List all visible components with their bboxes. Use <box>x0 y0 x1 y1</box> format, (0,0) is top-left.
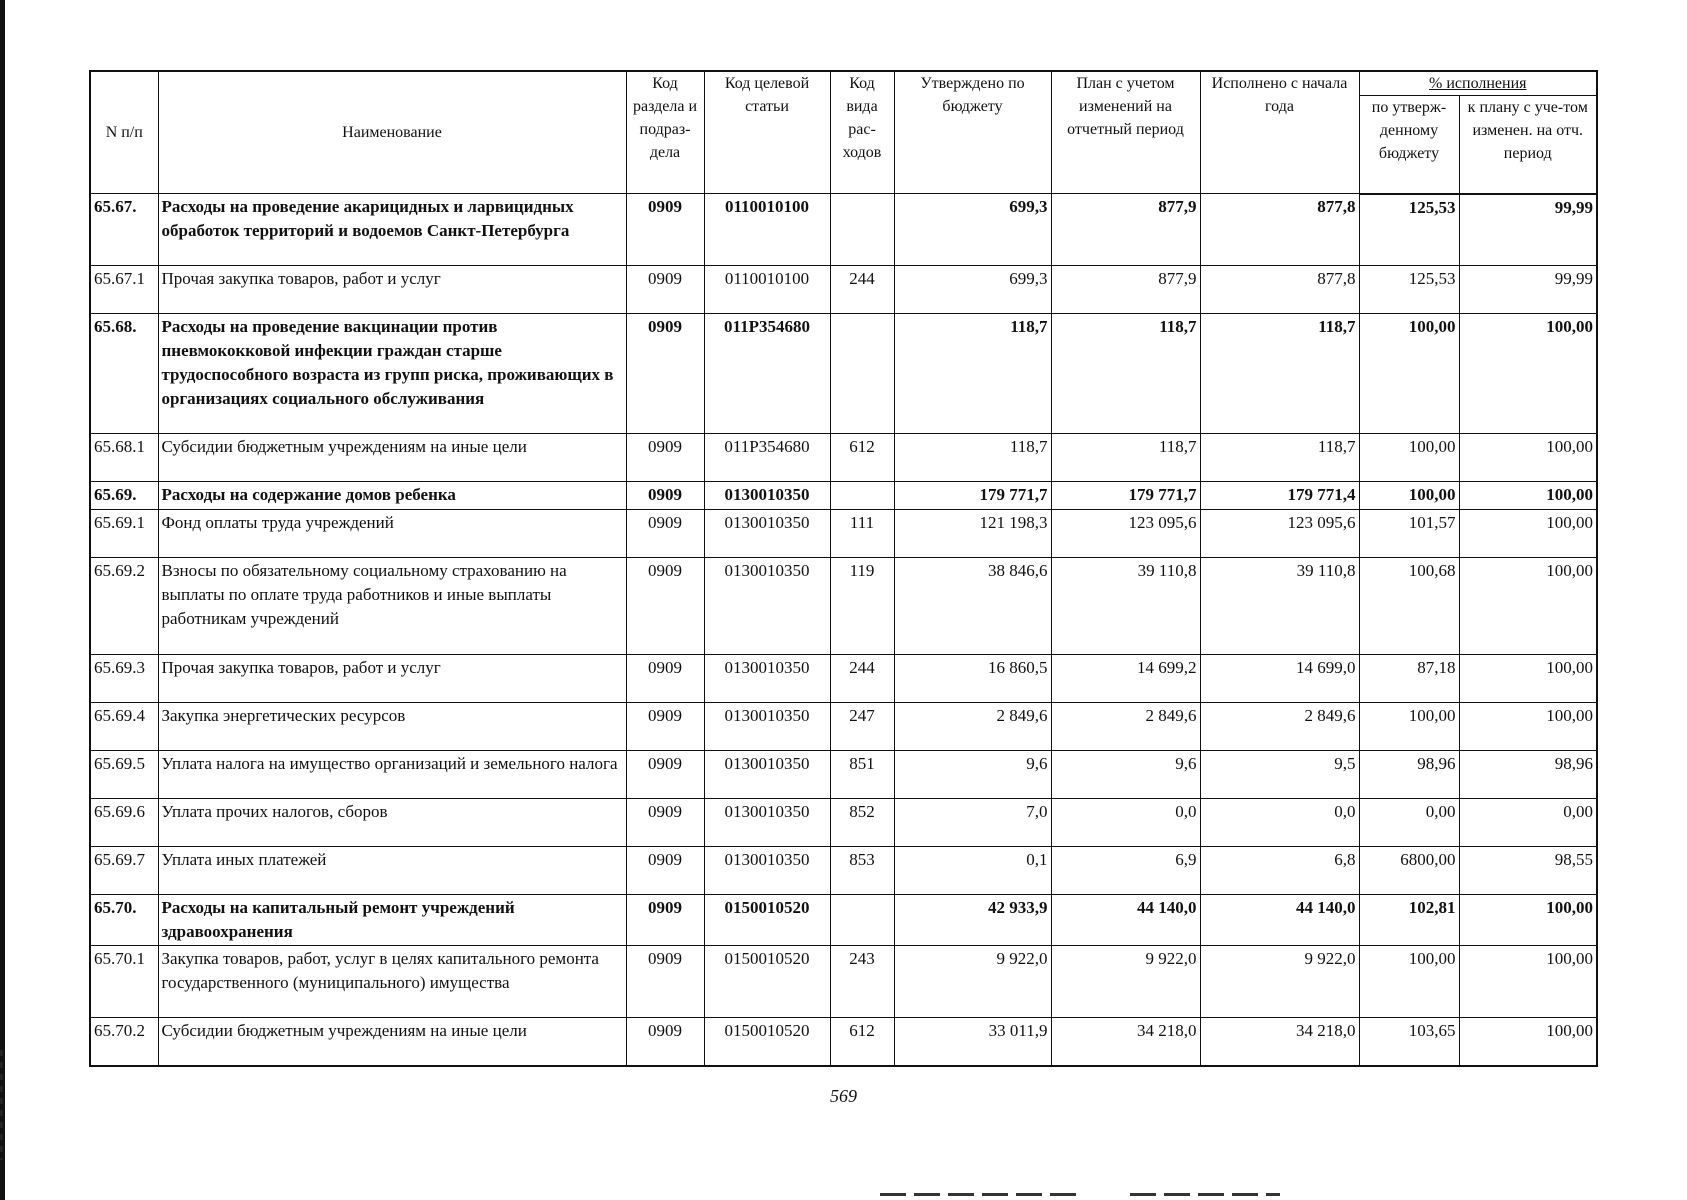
row-target-code: 0130010350 <box>704 558 830 655</box>
row-pct-plan: 100,00 <box>1459 314 1597 434</box>
table-row <box>90 703 1597 751</box>
row-approved: 118,7 <box>894 434 1051 482</box>
row-plan: 34 218,0 <box>1051 1018 1200 1066</box>
row-name: Уплата налога на имущество организаций и земельного налога <box>158 751 626 799</box>
row-name: Уплата иных платежей <box>158 847 626 895</box>
row-executed: 118,7 <box>1200 434 1359 482</box>
row-expense-type: 111 <box>830 510 894 558</box>
row-target-code: 0150010520 <box>704 946 830 1018</box>
row-pct-budget: 6800,00 <box>1359 847 1459 895</box>
table-row <box>90 558 1597 655</box>
row-executed: 9 922,0 <box>1200 946 1359 1018</box>
row-pct-plan: 100,00 <box>1459 895 1597 946</box>
row-plan: 9,6 <box>1051 751 1200 799</box>
row-expense-type: 244 <box>830 655 894 703</box>
table-row <box>90 1018 1597 1066</box>
scan-left-edge <box>0 0 5 1200</box>
row-pct-budget: 100,00 <box>1359 482 1459 510</box>
row-pct-budget: 98,96 <box>1359 751 1459 799</box>
row-plan: 118,7 <box>1051 314 1200 434</box>
row-expense-type <box>830 895 894 946</box>
row-pct-plan: 100,00 <box>1459 703 1597 751</box>
row-plan: 44 140,0 <box>1051 895 1200 946</box>
row-pct-budget: 125,53 <box>1359 194 1459 266</box>
scan-bottom-marks-right <box>1130 1193 1280 1196</box>
table-row <box>90 655 1597 703</box>
row-pct-budget: 102,81 <box>1359 895 1459 946</box>
row-executed: 0,0 <box>1200 799 1359 847</box>
row-executed: 118,7 <box>1200 314 1359 434</box>
row-target-code: 0130010350 <box>704 655 830 703</box>
row-approved: 38 846,6 <box>894 558 1051 655</box>
row-section-code: 0909 <box>626 266 704 314</box>
row-target-code: 0150010520 <box>704 895 830 946</box>
row-target-code: 0130010350 <box>704 510 830 558</box>
header-name: Наименование <box>158 71 626 194</box>
row-name: Расходы на содержание домов ребенка <box>158 482 626 510</box>
row-target-code: 0130010350 <box>704 751 830 799</box>
scan-bottom-marks <box>880 1193 1080 1196</box>
header-pct-plan: к плану с уче-том изменен. на отч. период <box>1459 96 1597 194</box>
row-plan: 179 771,7 <box>1051 482 1200 510</box>
row-pct-budget: 100,00 <box>1359 946 1459 1018</box>
table-row <box>90 895 1597 946</box>
row-name: Прочая закупка товаров, работ и услуг <box>158 655 626 703</box>
row-approved: 42 933,9 <box>894 895 1051 946</box>
row-executed: 34 218,0 <box>1200 1018 1359 1066</box>
table-row <box>90 847 1597 895</box>
row-pct-budget: 100,00 <box>1359 703 1459 751</box>
header-section-code: Код раздела и подраз-дела <box>626 71 704 194</box>
row-target-code: 011P354680 <box>704 434 830 482</box>
row-section-code: 0909 <box>626 751 704 799</box>
row-pct-budget: 87,18 <box>1359 655 1459 703</box>
row-approved: 9,6 <box>894 751 1051 799</box>
header-executed: Исполнено с начала года <box>1200 71 1359 194</box>
row-target-code: 0110010100 <box>704 266 830 314</box>
row-pct-plan: 0,00 <box>1459 799 1597 847</box>
table-row <box>90 799 1597 847</box>
row-section-code: 0909 <box>626 703 704 751</box>
row-executed: 123 095,6 <box>1200 510 1359 558</box>
row-section-code: 0909 <box>626 194 704 266</box>
row-pct-plan: 100,00 <box>1459 558 1597 655</box>
row-number: 65.69.4 <box>90 703 158 751</box>
row-number: 65.70. <box>90 895 158 946</box>
row-approved: 118,7 <box>894 314 1051 434</box>
row-number: 65.68. <box>90 314 158 434</box>
row-executed: 2 849,6 <box>1200 703 1359 751</box>
row-section-code: 0909 <box>626 1018 704 1066</box>
row-pct-plan: 100,00 <box>1459 510 1597 558</box>
row-pct-budget: 100,00 <box>1359 434 1459 482</box>
row-pct-plan: 100,00 <box>1459 1018 1597 1066</box>
row-number: 65.69.2 <box>90 558 158 655</box>
row-executed: 877,8 <box>1200 194 1359 266</box>
row-target-code: 0130010350 <box>704 847 830 895</box>
header-target-code: Код целевой статьи <box>704 71 830 194</box>
row-expense-type: 853 <box>830 847 894 895</box>
row-section-code: 0909 <box>626 314 704 434</box>
row-executed: 6,8 <box>1200 847 1359 895</box>
row-name: Закупка товаров, работ, услуг в целях капитального ремонта государственного (муниципального) имущества <box>158 946 626 1018</box>
row-section-code: 0909 <box>626 434 704 482</box>
row-name: Закупка энергетических ресурсов <box>158 703 626 751</box>
row-section-code: 0909 <box>626 895 704 946</box>
row-section-code: 0909 <box>626 799 704 847</box>
row-plan: 6,9 <box>1051 847 1200 895</box>
row-executed: 44 140,0 <box>1200 895 1359 946</box>
table-body <box>90 194 1597 1066</box>
row-number: 65.67.1 <box>90 266 158 314</box>
row-name: Уплата прочих налогов, сборов <box>158 799 626 847</box>
row-plan: 123 095,6 <box>1051 510 1200 558</box>
row-expense-type: 119 <box>830 558 894 655</box>
row-pct-plan: 99,99 <box>1459 266 1597 314</box>
header-expense-type: Код вида рас-ходов <box>830 71 894 194</box>
row-approved: 9 922,0 <box>894 946 1051 1018</box>
row-name: Расходы на проведение акарицидных и ларвицидных обработок территорий и водоемов Санкт-Петербурга <box>158 194 626 266</box>
row-plan: 39 110,8 <box>1051 558 1200 655</box>
row-number: 65.69. <box>90 482 158 510</box>
row-target-code: 0110010100 <box>704 194 830 266</box>
row-plan: 118,7 <box>1051 434 1200 482</box>
row-approved: 2 849,6 <box>894 703 1051 751</box>
row-approved: 33 011,9 <box>894 1018 1051 1066</box>
row-target-code: 0150010520 <box>704 1018 830 1066</box>
row-section-code: 0909 <box>626 510 704 558</box>
row-target-code: 0130010350 <box>704 482 830 510</box>
header-pct-budget: по утверж-денному бюджету <box>1359 96 1459 194</box>
page-number: 569 <box>830 1086 857 1106</box>
row-target-code: 011P354680 <box>704 314 830 434</box>
table-row <box>90 510 1597 558</box>
row-number: 65.69.1 <box>90 510 158 558</box>
row-executed: 14 699,0 <box>1200 655 1359 703</box>
row-approved: 699,3 <box>894 266 1051 314</box>
row-section-code: 0909 <box>626 482 704 510</box>
row-pct-budget: 100,00 <box>1359 314 1459 434</box>
header-pct-group: % исполнения <box>1359 71 1597 96</box>
row-expense-type: 612 <box>830 1018 894 1066</box>
row-pct-plan: 98,55 <box>1459 847 1597 895</box>
row-number: 65.70.1 <box>90 946 158 1018</box>
row-pct-budget: 103,65 <box>1359 1018 1459 1066</box>
row-expense-type <box>830 314 894 434</box>
budget-execution-table <box>89 70 1598 1067</box>
table-row <box>90 751 1597 799</box>
row-executed: 877,8 <box>1200 266 1359 314</box>
row-pct-budget: 125,53 <box>1359 266 1459 314</box>
row-expense-type: 852 <box>830 799 894 847</box>
row-name: Расходы на проведение вакцинации против пневмококковой инфекции граждан старше трудоспособного возраста из групп риска, проживающих в организациях социального обслуживания <box>158 314 626 434</box>
row-pct-plan: 100,00 <box>1459 482 1597 510</box>
row-executed: 179 771,4 <box>1200 482 1359 510</box>
table-row <box>90 946 1597 1018</box>
table-row <box>90 434 1597 482</box>
row-target-code: 0130010350 <box>704 799 830 847</box>
row-approved: 179 771,7 <box>894 482 1051 510</box>
row-expense-type: 244 <box>830 266 894 314</box>
row-name: Субсидии бюджетным учреждениям на иные цели <box>158 434 626 482</box>
row-expense-type <box>830 482 894 510</box>
row-expense-type: 851 <box>830 751 894 799</box>
row-name: Прочая закупка товаров, работ и услуг <box>158 266 626 314</box>
row-approved: 699,3 <box>894 194 1051 266</box>
row-pct-plan: 100,00 <box>1459 655 1597 703</box>
header-approved: Утверждено по бюджету <box>894 71 1051 194</box>
row-expense-type: 612 <box>830 434 894 482</box>
header-plan: План с учетом изменений на отчетный период <box>1051 71 1200 194</box>
row-expense-type <box>830 194 894 266</box>
row-section-code: 0909 <box>626 946 704 1018</box>
row-pct-plan: 100,00 <box>1459 434 1597 482</box>
row-name: Расходы на капитальный ремонт учреждений здравоохранения <box>158 895 626 946</box>
row-pct-plan: 100,00 <box>1459 946 1597 1018</box>
row-name: Субсидии бюджетным учреждениям на иные цели <box>158 1018 626 1066</box>
row-approved: 7,0 <box>894 799 1051 847</box>
row-number: 65.69.5 <box>90 751 158 799</box>
row-pct-plan: 98,96 <box>1459 751 1597 799</box>
table-row <box>90 194 1597 266</box>
row-plan: 14 699,2 <box>1051 655 1200 703</box>
row-pct-budget: 101,57 <box>1359 510 1459 558</box>
row-expense-type: 247 <box>830 703 894 751</box>
row-plan: 877,9 <box>1051 266 1200 314</box>
row-executed: 39 110,8 <box>1200 558 1359 655</box>
row-approved: 0,1 <box>894 847 1051 895</box>
table-row <box>90 482 1597 510</box>
row-plan: 0,0 <box>1051 799 1200 847</box>
row-number: 65.69.7 <box>90 847 158 895</box>
row-number: 65.69.6 <box>90 799 158 847</box>
table-row <box>90 314 1597 434</box>
row-plan: 9 922,0 <box>1051 946 1200 1018</box>
row-section-code: 0909 <box>626 847 704 895</box>
row-section-code: 0909 <box>626 558 704 655</box>
row-number: 65.69.3 <box>90 655 158 703</box>
row-number: 65.70.2 <box>90 1018 158 1066</box>
row-pct-budget: 0,00 <box>1359 799 1459 847</box>
row-number: 65.68.1 <box>90 434 158 482</box>
row-plan: 877,9 <box>1051 194 1200 266</box>
table-row <box>90 266 1597 314</box>
row-executed: 9,5 <box>1200 751 1359 799</box>
row-pct-plan: 99,99 <box>1459 194 1597 266</box>
row-approved: 16 860,5 <box>894 655 1051 703</box>
header-num: N п/п <box>90 71 158 194</box>
row-plan: 2 849,6 <box>1051 703 1200 751</box>
row-number: 65.67. <box>90 194 158 266</box>
row-pct-budget: 100,68 <box>1359 558 1459 655</box>
row-approved: 121 198,3 <box>894 510 1051 558</box>
row-name: Фонд оплаты труда учреждений <box>158 510 626 558</box>
row-name: Взносы по обязательному социальному страхованию на выплаты по оплате труда работников и иные выплаты работникам учреждений <box>158 558 626 655</box>
row-expense-type: 243 <box>830 946 894 1018</box>
row-target-code: 0130010350 <box>704 703 830 751</box>
row-section-code: 0909 <box>626 655 704 703</box>
